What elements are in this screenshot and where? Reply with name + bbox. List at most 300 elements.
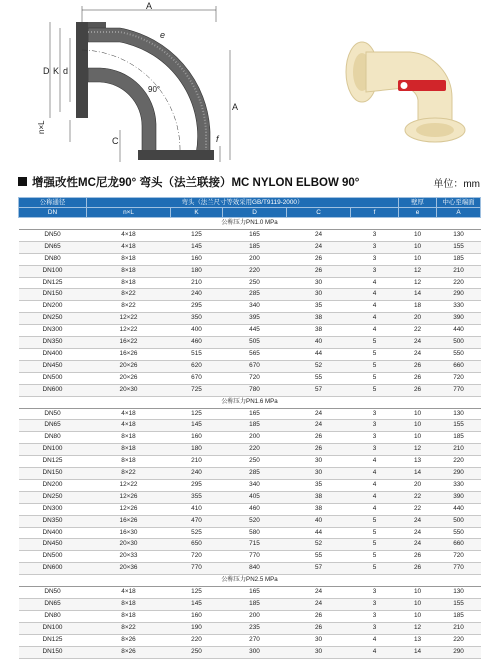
header-f: f [351,208,399,218]
table-cell: 12 [399,444,437,456]
table-cell: 165 [223,229,287,241]
table-row [19,420,481,432]
table-cell: 38 [287,491,351,503]
table-cell: 720 [223,372,287,384]
drawing-label-D: D [43,66,50,76]
table-cell: 4 [351,646,399,658]
table-cell: 12×22 [87,313,171,325]
table-cell: 220 [437,277,481,289]
table-cell: 30 [287,289,351,301]
table-cell: 185 [437,253,481,265]
table-cell: DN200 [19,479,87,491]
table-cell: 725 [171,384,223,396]
nylon-elbow-photo [340,38,470,148]
table-cell: 290 [437,468,481,480]
table-row [19,253,481,265]
table-cell: 4×18 [87,241,171,253]
table-cell: 165 [223,587,287,599]
table-row [19,539,481,551]
table-cell: 20×30 [87,539,171,551]
table-cell: 350 [171,313,223,325]
table-cell: 4 [351,325,399,337]
table-cell: 390 [437,491,481,503]
table-cell: 4×18 [87,229,171,241]
table-cell: 620 [171,360,223,372]
table-cell: 20×26 [87,360,171,372]
table-cell: 10 [399,253,437,265]
table-cell: 290 [437,646,481,658]
table-cell: 8×22 [87,468,171,480]
table-cell: 26 [287,253,351,265]
table-cell: 10 [399,229,437,241]
table-cell: 440 [437,325,481,337]
header-k: K [171,208,223,218]
table-cell: 4 [351,468,399,480]
table-cell: 3 [351,420,399,432]
table-cell: 20×33 [87,551,171,563]
table-row [19,265,481,277]
table-cell: 200 [223,253,287,265]
table-cell: 155 [437,241,481,253]
table-cell: DN100 [19,622,87,634]
table-cell: 4 [351,634,399,646]
drawing-label-A-top: A [146,2,153,11]
table-row [19,527,481,539]
table-cell: 40 [287,337,351,349]
table-cell: DN50 [19,229,87,241]
table-row [19,599,481,611]
table-cell: 10 [399,420,437,432]
drawing-label-angle: 90° [148,85,161,94]
table-cell: 720 [171,551,223,563]
table-cell: 780 [223,384,287,396]
table-cell: 180 [171,444,223,456]
table-cell: 470 [171,515,223,527]
table-cell: DN200 [19,301,87,313]
table-cell: 3 [351,408,399,420]
table-cell: 515 [171,348,223,360]
table-cell: 840 [223,563,287,575]
table-cell: 125 [171,408,223,420]
table-cell: 8×18 [87,610,171,622]
table-cell: 12×26 [87,491,171,503]
table-cell: 30 [287,646,351,658]
table-cell: 12×22 [87,325,171,337]
table-cell: DN80 [19,432,87,444]
table-cell: 285 [223,289,287,301]
table-cell: DN350 [19,515,87,527]
table-cell: 16×22 [87,337,171,349]
table-cell: 8×18 [87,265,171,277]
table-cell: 580 [223,527,287,539]
table-cell: 4 [351,479,399,491]
table-cell: 13 [399,634,437,646]
table-cell: 5 [351,337,399,349]
table-cell: 145 [171,241,223,253]
table-cell: DN600 [19,563,87,575]
table-cell: 20 [399,479,437,491]
table-cell: 5 [351,360,399,372]
table-cell: DN500 [19,551,87,563]
table-cell: 185 [437,432,481,444]
table-cell: 125 [171,229,223,241]
table-cell: 8×18 [87,456,171,468]
table-row [19,610,481,622]
table-cell: DN125 [19,634,87,646]
table-cell: 3 [351,587,399,599]
table-cell: 10 [399,587,437,599]
table-cell: 4 [351,301,399,313]
table-cell: 4 [351,289,399,301]
table-cell: 10 [399,408,437,420]
table-cell: 3 [351,265,399,277]
table-cell: 155 [437,599,481,611]
table-cell: 290 [437,289,481,301]
table-cell: 12 [399,622,437,634]
table-cell: 330 [437,479,481,491]
table-cell: DN600 [19,384,87,396]
table-cell: 8×26 [87,634,171,646]
table-cell: 440 [437,503,481,515]
table-cell: 295 [171,479,223,491]
table-cell: 565 [223,348,287,360]
table-row [19,563,481,575]
table-cell: 8×26 [87,646,171,658]
table-cell: 5 [351,372,399,384]
table-cell: DN150 [19,646,87,658]
table-cell: 26 [287,622,351,634]
table-row [19,551,481,563]
table-cell: 16×30 [87,527,171,539]
table-cell: DN65 [19,420,87,432]
table-cell: 26 [399,384,437,396]
table-row [19,337,481,349]
drawing-label-C: C [112,136,119,146]
table-cell: 8×22 [87,301,171,313]
table-cell: 210 [437,444,481,456]
table-cell: DN65 [19,599,87,611]
table-cell: 185 [437,610,481,622]
table-cell: 220 [223,265,287,277]
table-cell: 38 [287,313,351,325]
table-cell: 210 [171,456,223,468]
table-cell: 26 [399,372,437,384]
table-cell: 445 [223,325,287,337]
drawing-label-nxL: n×L [37,120,46,134]
table-cell: DN450 [19,360,87,372]
table-cell: 3 [351,622,399,634]
table-cell: 210 [171,277,223,289]
table-cell: DN250 [19,313,87,325]
table-cell: 3 [351,229,399,241]
table-row [19,325,481,337]
table-cell: DN50 [19,587,87,599]
table-cell: 52 [287,360,351,372]
table-cell: 40 [287,515,351,527]
table-cell: 330 [437,301,481,313]
table-cell: 8×22 [87,622,171,634]
table-cell: 5 [351,515,399,527]
table-row [19,634,481,646]
table-cell: 355 [171,491,223,503]
table-cell: 4×18 [87,408,171,420]
table-cell: 5 [351,384,399,396]
table-row [19,432,481,444]
table-cell: DN125 [19,277,87,289]
table-cell: 550 [437,527,481,539]
drawing-label-e: e [160,30,166,40]
table-cell: 22 [399,503,437,515]
table-cell: 130 [437,229,481,241]
table-cell: 55 [287,372,351,384]
spec-table [18,197,481,659]
table-cell: 4×18 [87,587,171,599]
table-cell: 26 [399,551,437,563]
table-cell: 14 [399,289,437,301]
drawing-label-A-right: A [232,102,239,112]
table-row [19,444,481,456]
table-cell: 220 [223,444,287,456]
table-cell: 26 [287,444,351,456]
table-cell: 390 [437,313,481,325]
table-cell: 660 [437,360,481,372]
table-cell: 270 [223,634,287,646]
table-cell: 26 [287,265,351,277]
table-row [19,289,481,301]
table-cell: 400 [171,325,223,337]
table-cell: 14 [399,646,437,658]
table-row [19,313,481,325]
table-row [19,515,481,527]
table-cell: 26 [287,610,351,622]
table-cell: 180 [171,265,223,277]
table-cell: 12 [399,277,437,289]
table-cell: 660 [437,539,481,551]
table-cell: 200 [223,432,287,444]
table-cell: DN100 [19,444,87,456]
table-cell: 460 [171,337,223,349]
table-cell: 30 [287,634,351,646]
table-cell: 210 [437,622,481,634]
header-c: C [287,208,351,218]
table-cell: 4 [351,456,399,468]
table-row [19,646,481,658]
table-cell: 24 [287,420,351,432]
table-cell: 200 [223,610,287,622]
section-label: 公称压力PN2.5 MPa [19,575,481,587]
table-cell: 220 [437,456,481,468]
table-cell: 24 [399,515,437,527]
table-cell: 26 [287,432,351,444]
table-cell: 18 [399,301,437,313]
table-cell: 16×26 [87,515,171,527]
table-cell: 220 [171,634,223,646]
table-cell: DN350 [19,337,87,349]
table-row [19,384,481,396]
table-cell: 4 [351,277,399,289]
table-cell: DN300 [19,503,87,515]
table-cell: 10 [399,599,437,611]
table-cell: 24 [399,539,437,551]
table-cell: 35 [287,301,351,313]
table-cell: 410 [171,503,223,515]
table-cell: 340 [223,479,287,491]
drawing-label-d: d [63,66,69,76]
table-cell: 13 [399,456,437,468]
table-cell: 24 [399,348,437,360]
table-cell: 20×36 [87,563,171,575]
table-cell: DN80 [19,253,87,265]
table-cell: DN250 [19,491,87,503]
table-cell: 5 [351,527,399,539]
table-cell: 460 [223,503,287,515]
table-cell: DN300 [19,325,87,337]
table-cell: 30 [287,277,351,289]
table-cell: 500 [437,337,481,349]
table-cell: 240 [171,468,223,480]
table-row [19,408,481,420]
table-cell: 130 [437,408,481,420]
table-cell: 8×18 [87,277,171,289]
table-cell: 250 [223,277,287,289]
table-cell: DN65 [19,241,87,253]
table-cell: 24 [287,599,351,611]
table-cell: 8×18 [87,253,171,265]
table-cell: 44 [287,348,351,360]
table-cell: 715 [223,539,287,551]
table-cell: 300 [223,646,287,658]
table-cell: 285 [223,468,287,480]
table-cell: 8×18 [87,444,171,456]
table-row [19,491,481,503]
table-cell: 20×30 [87,384,171,396]
table-cell: 155 [437,420,481,432]
table-cell: 4 [351,491,399,503]
header-a-cn: 中心至端面 [437,198,481,208]
table-cell: 57 [287,563,351,575]
table-cell: 20 [399,313,437,325]
table-cell: 12×22 [87,479,171,491]
table-cell: 220 [437,634,481,646]
table-cell: 10 [399,241,437,253]
table-cell: DN150 [19,289,87,301]
table-cell: 5 [351,551,399,563]
table-cell: 520 [223,515,287,527]
table-cell: 3 [351,241,399,253]
table-cell: 4 [351,503,399,515]
table-row [19,479,481,491]
table-cell: 3 [351,253,399,265]
table-cell: 4 [351,313,399,325]
table-cell: 10 [399,610,437,622]
table-row [19,456,481,468]
table-cell: 165 [223,408,287,420]
section-label: 公称压力PN1.6 MPa [19,396,481,408]
table-cell: 295 [171,301,223,313]
table-cell: 20×26 [87,372,171,384]
table-cell: 405 [223,491,287,503]
header-nxl: n×L [87,208,171,218]
table-cell: 24 [287,229,351,241]
table-cell: 770 [223,551,287,563]
table-cell: 24 [399,337,437,349]
table-cell: 24 [287,408,351,420]
section-row [19,396,481,408]
table-cell: 145 [171,420,223,432]
table-cell: DN150 [19,468,87,480]
table-cell: 395 [223,313,287,325]
table-cell: 55 [287,551,351,563]
table-cell: 125 [171,587,223,599]
table-cell: 3 [351,444,399,456]
table-cell: 14 [399,468,437,480]
table-title: 增强改性MC尼龙90° 弯头（法兰联接）MC NYLON ELBOW 90° [32,177,360,189]
table-row [19,587,481,599]
table-cell: 505 [223,337,287,349]
square-bullet-icon [18,177,27,186]
table-cell: DN500 [19,372,87,384]
table-cell: 340 [223,301,287,313]
section-row [19,575,481,587]
table-cell: 190 [171,622,223,634]
table-cell: 8×18 [87,432,171,444]
table-cell: 4×18 [87,420,171,432]
table-cell: 250 [223,456,287,468]
table-cell: 3 [351,610,399,622]
table-cell: 22 [399,491,437,503]
table-cell: 160 [171,253,223,265]
table-cell: 16×26 [87,348,171,360]
header-dn: DN [19,208,87,218]
header-a: A [437,208,481,218]
table-cell: DN100 [19,265,87,277]
table-row [19,229,481,241]
table-row [19,241,481,253]
table-row [19,348,481,360]
table-cell: 670 [171,372,223,384]
table-cell: 670 [223,360,287,372]
table-cell: 52 [287,539,351,551]
figure-area [0,0,500,170]
table-cell: 8×18 [87,599,171,611]
table-cell: 550 [437,348,481,360]
section-label: 公称压力PN1.0 MPa [19,218,481,230]
table-cell: 160 [171,610,223,622]
table-row [19,468,481,480]
table-cell: DN400 [19,527,87,539]
table-cell: DN400 [19,348,87,360]
drawing-label-f: f [216,134,219,144]
table-row [19,360,481,372]
table-cell: 3 [351,599,399,611]
table-cell: 720 [437,551,481,563]
header-e-cn: 壁厚 [399,198,437,208]
table-row [19,301,481,313]
table-cell: 10 [399,432,437,444]
table-cell: 44 [287,527,351,539]
table-cell: 3 [351,432,399,444]
table-cell: 24 [287,241,351,253]
table-cell: 185 [223,241,287,253]
table-cell: 240 [171,289,223,301]
elbow-dimension-drawing [20,2,240,170]
table-row [19,503,481,515]
table-row [19,372,481,384]
table-cell: 160 [171,432,223,444]
table-cell: 525 [171,527,223,539]
table-cell: 185 [223,599,287,611]
table-cell: 12 [399,265,437,277]
